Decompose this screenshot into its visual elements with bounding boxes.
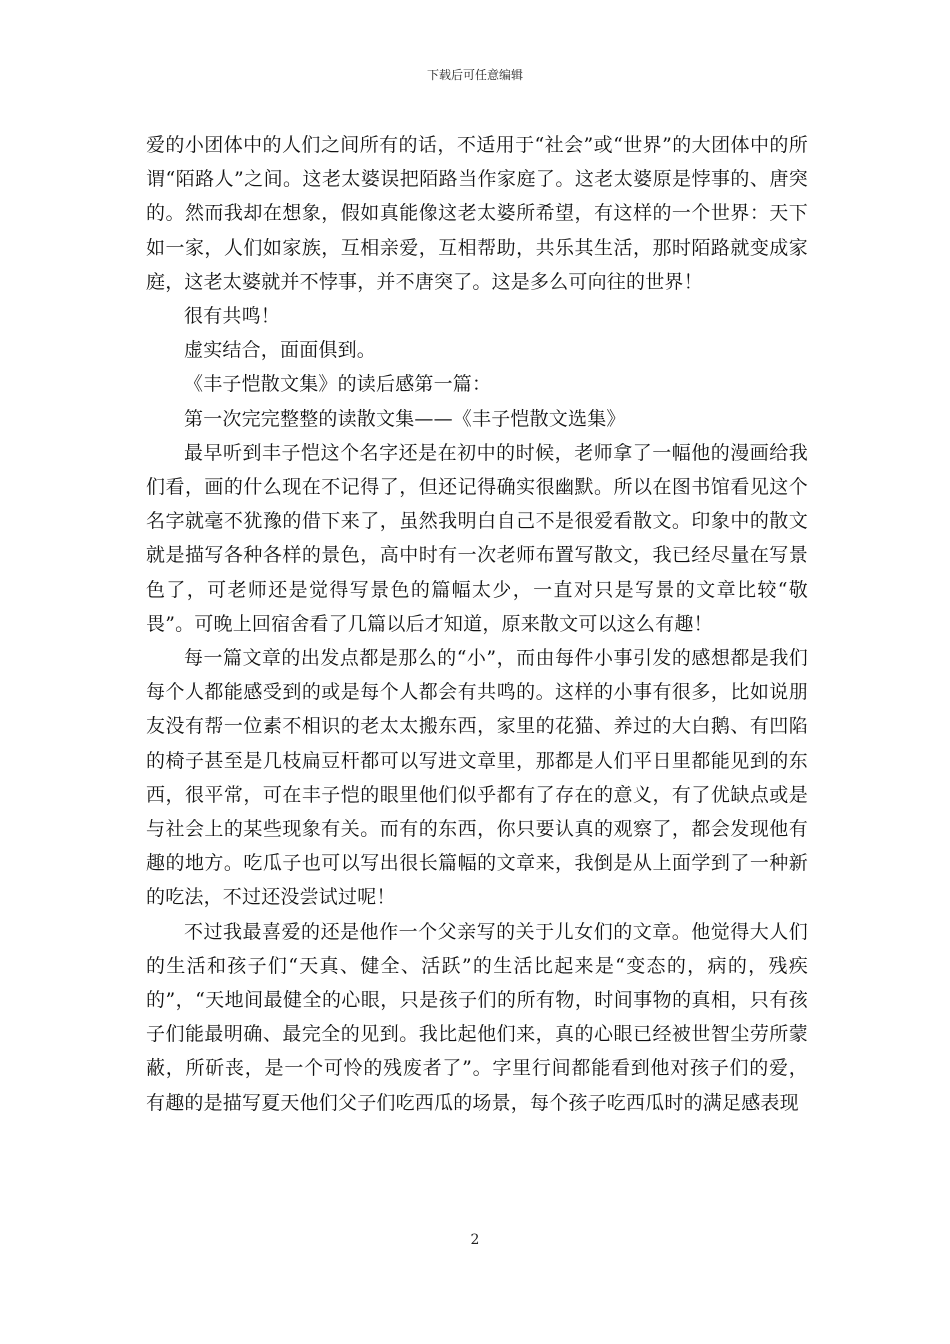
paragraph: 虚实结合，面面俱到。 [184,339,377,362]
paragraph: 爱的小团体中的人们之间所有的话，不适用于“社会”或“世界”的大团体中的所谓“陌路人”之间。这老太婆误把陌路当作家庭了。这老太婆原是悖事的、唐突的。然而我却在想象，假如真能像这老太婆所希望，有这样的一个世界：天下如一家，人们如家族，互相亲爱，互相帮助，共乐其生活，那时陌路就变成家庭，这老太婆就并不悖事，并不唐突了。这是多么可向往的世界！ [146,134,808,293]
paragraph: 很有共鸣！ [184,305,281,328]
page-header: 下载后可任意编辑 [426,68,523,82]
paragraph: 不过我最喜爱的还是他作一个父亲写的关于儿女们的文章。他觉得大人们的生活和孩子们“天真、健全、活跃”的生活比起来是“变态的，病的，残疾的”，“天地间最健全的心眼，只是孩子们的所有物，时间事物的真相，只有孩子们能最明确、最完全的见到。我比起他们来，真的心眼已经被世智尘劳所蒙蔽，所斫丧，是一个可怜的残废者了”。字里行间都能看到他对孩子们的爱，有趣的是描写夏天他们父子们吃西瓜的场景，每个孩子吃西瓜时的满足感表现 [146,920,808,1114]
paragraph: 最早听到丰子恺这个名字还是在初中的时候，老师拿了一幅他的漫画给我们看，画的什么现在不记得了，但还记得确实很幽默。所以在图书馆看见这个名字就毫不犹豫的借下来了，虽然我明白自己不是很爱看散文。印象中的散文就是描写各种各样的景色，高中时有一次老师布置写散文，我已经尽量在写景色了，可老师还是觉得写景色的篇幅太少，一直对只是写景的文章比较“敬畏”。可晚上回宿舍看了几篇以后才知道，原来散文可以这么有趣！ [146,441,808,635]
document-body [146,128,808,1120]
paragraph: 每一篇文章的出发点都是那么的“小”，而由每件小事引发的感想都是我们每个人都能感受到的或是每个人都会有共鸣的。这样的小事有很多，比如说朋友没有帮一位素不相识的老太太搬东西，家里的花猫、养过的大白鹅、有凹陷的椅子甚至是几枝扁豆杆都可以写进文章里，那都是人们平日里都能见到的东西，很平常，可在丰子恺的眼里他们似乎都有了存在的意义，有了优缺点或是与社会上的某些现象有关。而有的东西，你只要认真的观察了，都会发现他有趣的地方。吃瓜子也可以写出很长篇幅的文章来，我倒是从上面学到了一种新的吃法，不过还没尝试过呢！ [146,647,808,909]
paragraph: 第一次完完整整的读散文集——《丰子恺散文选集》 [184,407,626,430]
paragraph: 《丰子恺散文集》的读后感第一篇： [184,373,492,396]
page-number: 2 [470,1232,480,1248]
